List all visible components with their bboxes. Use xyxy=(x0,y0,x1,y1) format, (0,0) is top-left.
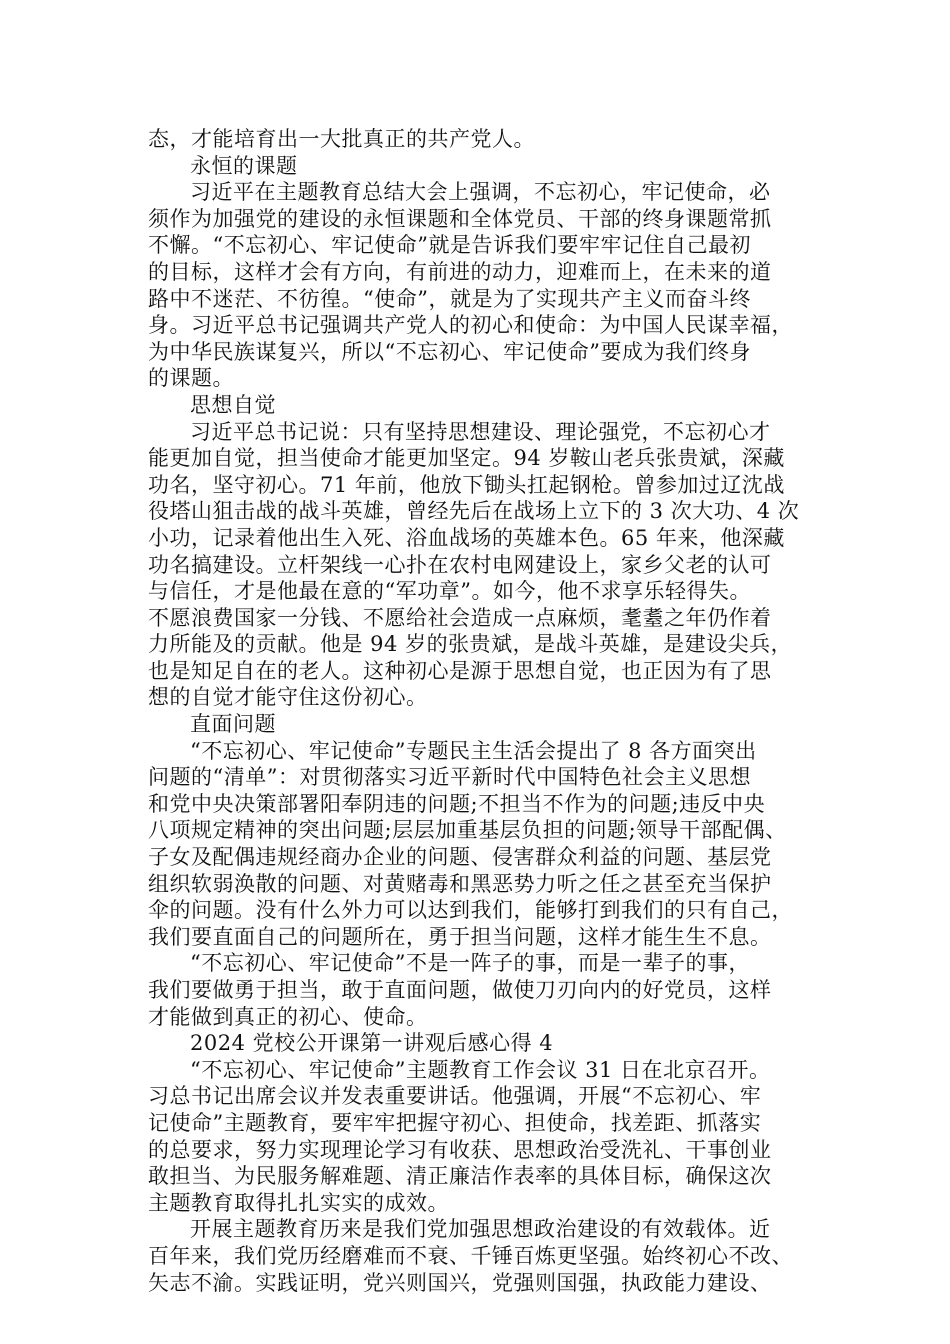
text-line: “不忘初心、牢记使命”不是一阵子的事，而是一辈子的事， xyxy=(190,951,750,976)
text-line: 能更加自觉，担当使命才能更加坚定。94 岁鞍山老兵张贵斌，深藏 xyxy=(148,446,785,471)
text-line: 主题教育取得扎扎实实的成效。 xyxy=(148,1190,449,1215)
text-line: 2024 党校公开课第一讲观后感心得 4 xyxy=(190,1031,554,1056)
text-line: 的目标，这样才会有方向，有前进的动力，迎难而上，在未来的道 xyxy=(148,259,772,284)
text-line: 八项规定精神的突出问题;层层加重基层负担的问题;领导干部配偶、 xyxy=(148,818,787,843)
text-line: 为中华民族谋复兴，所以“不忘初心、牢记使命”要成为我们终身 xyxy=(148,339,751,364)
text-line: 思想自觉 xyxy=(190,392,276,417)
text-line: 的课题。 xyxy=(148,366,234,391)
text-line: “不忘初心、牢记使命”主题教育工作会议 31 日在北京召开。 xyxy=(190,1057,771,1082)
text-line: 小功，记录着他出生入死、浴血战场的英雄本色。65 年来，他深藏 xyxy=(148,525,785,550)
document-body xyxy=(148,126,808,1296)
text-line: 才能做到真正的初心、使命。 xyxy=(148,1004,428,1029)
text-line: 习总书记出席会议并发表重要讲话。他强调，开展“不忘初心、牢 xyxy=(148,1084,762,1109)
text-line: 开展主题教育历来是我们党加强思想政治建设的有效载体。近 xyxy=(190,1217,771,1242)
text-line: 与信任，才是他最在意的“军功章”。如今，他不求享乐轻得失。 xyxy=(148,579,751,604)
text-line: 习近平总书记说：只有坚持思想建设、理论强党，不忘初心才 xyxy=(190,419,771,444)
text-line: 记使命”主题教育，要牢牢把握守初心、担使命，找差距、抓落实 xyxy=(148,1110,762,1135)
text-line: 敢担当、为民服务解难题、清正廉洁作表率的具体目标，确保这次 xyxy=(148,1164,772,1189)
text-line: 我们要做勇于担当，敢于直面问题，做使刀刃向内的好党员，这样 xyxy=(148,978,772,1002)
text-line: 身。习近平总书记强调共产党人的初心和使命：为中国人民谋幸福， xyxy=(148,313,793,338)
text-line: 问题的“清单”：对贯彻落实习近平新时代中国特色社会主义思想 xyxy=(148,765,751,790)
text-line: 路中不迷茫、不彷徨。“使命”，就是为了实现共产主义而奋斗终 xyxy=(148,286,751,311)
text-line: 态，才能培育出一大批真正的共产党人。 xyxy=(148,127,535,151)
text-line: 子女及配偶违规经商办企业的问题、侵害群众利益的问题、基层党 xyxy=(148,845,772,870)
text-line: 不懈。“不忘初心、牢记使命”就是告诉我们要牢牢记住自己最初 xyxy=(148,233,751,258)
text-line: 力所能及的贡献。他是 94 岁的张贵斌，是战斗英雄，是建设尖兵， xyxy=(148,632,793,657)
text-line: 想的自觉才能守住这份初心。 xyxy=(148,685,428,710)
text-line: 须作为加强党的建设的永恒课题和全体党员、干部的终身课题常抓 xyxy=(148,206,772,231)
text-line: 直面问题 xyxy=(190,712,276,737)
text-line: 习近平在主题教育总结大会上强调，不忘初心，牢记使命，必 xyxy=(190,180,771,205)
text-line: 伞的问题。没有什么外力可以达到我们，能够打到我们的只有自己， xyxy=(148,898,793,923)
text-line: 和党中央决策部署阳奉阴违的问题;不担当不作为的问题;违反中央 xyxy=(148,791,766,816)
text-line: 也是知足自在的老人。这种初心是源于思想自觉，也正因为有了思 xyxy=(148,658,772,683)
text-line: “不忘初心、牢记使命”专题民主生活会提出了 8 各方面突出 xyxy=(190,738,757,763)
text-line: 组织软弱涣散的问题、对黄赌毒和黑恶势力听之任之甚至充当保护 xyxy=(148,871,772,896)
text-line: 永恒的课题 xyxy=(190,153,298,178)
text-line: 矢志不渝。实践证明，党兴则国兴，党强则国强，执政能力建设、 xyxy=(148,1270,772,1295)
text-line: 的总要求，努力实现理论学习有收获、思想政治受洗礼、干事创业 xyxy=(148,1137,772,1162)
text-line: 役塔山狙击战的战斗英雄，曾经先后在战场上立下的 3 次大功、4 次 xyxy=(148,499,800,524)
text-line: 功名，坚守初心。71 年前，他放下锄头扛起钢枪。曾参加过辽沈战 xyxy=(148,472,785,497)
text-line: 功名搞建设。立杆架线一心扑在农村电网建设上，家乡父老的认可 xyxy=(148,552,772,577)
text-line: 我们要直面自己的问题所在，勇于担当问题，这样才能生生不息。 xyxy=(148,924,772,949)
text-line: 百年来，我们党历经磨难而不衰、千锤百炼更坚强。始终初心不改、 xyxy=(148,1243,793,1268)
text-line: 不愿浪费国家一分钱、不愿给社会造成一点麻烦，耄耋之年仍作着 xyxy=(148,605,772,630)
